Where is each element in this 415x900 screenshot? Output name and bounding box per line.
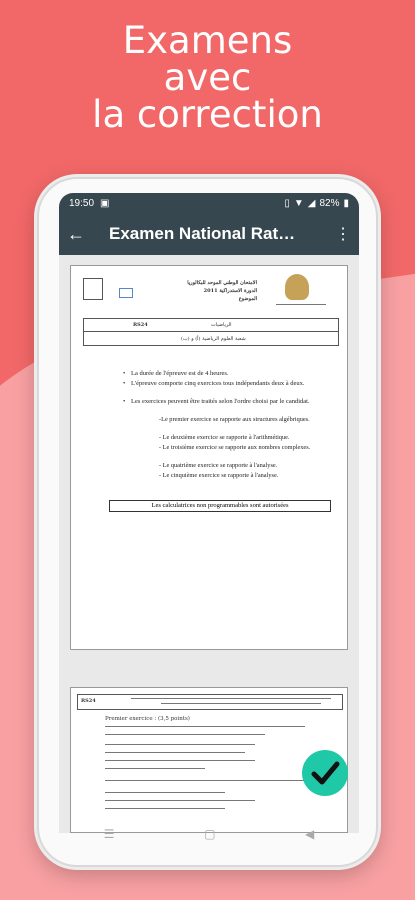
sub-item-2: - Le deuxième exercice se rapporte à l'arithmétique. [159,434,290,441]
sub-item-5: - Le cinquième exercice se rapporte à l'analyse. [159,472,279,479]
page2-header-line-2 [161,703,321,704]
branch-ar: شعبة العلوم الرياضية (أ) و (ب) [181,336,246,342]
headline-line-2: avec [163,56,252,99]
wifi-icon: ▼ [293,197,304,209]
app-title: Examen National Rat… [109,224,296,243]
page-stamp-box [83,278,103,300]
text-line [105,744,255,745]
bullet-3: • Les exercices peuvent être traités selon l'ordre choisi par le candidat. [131,398,331,405]
exam-code: RS24 [133,322,148,328]
page2-code: RS24 [81,698,96,704]
battery-icon: ▮ [343,197,349,209]
exercise-title: Premier exercice : (3,5 points) [105,716,190,722]
text-line [105,792,225,793]
envelope-icon [119,288,133,298]
bullet-1: • La durée de l'épreuve est de 4 heures. [131,370,229,377]
sub-item-4: - Le quatrième exercice se rapporte à l'analyse. [159,462,278,469]
signal-icon: ◢ [307,197,316,209]
correction-fab[interactable] [302,750,348,796]
more-vert-icon[interactable]: ⋮ [335,226,351,243]
morocco-emblem-icon [285,274,309,300]
pdf-viewer[interactable] [59,255,359,833]
phone-screen [59,193,359,833]
text-line [105,808,225,809]
page2-header-line [131,698,331,699]
sub-item-1: -Le premier exercice se rapporte aux structures algébriques. [159,416,310,423]
page2-header-box [77,694,343,710]
promo-headline [0,19,415,136]
text-line [105,752,245,753]
text-line [105,800,255,801]
text-line [105,780,305,781]
arrow-left-icon[interactable]: ← [67,223,85,244]
emblem-caption-line [276,304,326,305]
bullet-2: • L'épreuve comporte cinq exercices tous indépendants deux à deux. [131,380,331,387]
sub-item-3: - Le troisième exercice se rapporte aux nombres complexes. [159,444,311,451]
text-line [105,734,265,735]
status-bar [59,193,359,213]
back-icon[interactable]: ◀ [304,827,315,841]
checkmark-icon [310,758,340,788]
text-line [105,726,305,727]
home-icon[interactable]: ▢ [204,827,216,841]
system-nav-bar [59,819,359,849]
status-time: 19:50 [69,197,95,209]
exam-session-ar: الدورة الاستدراكية 2011 [203,288,257,294]
notification-icon: ▣ [100,197,110,209]
calculator-notice: Les calculatrices non programmables sont autorisées [109,500,331,512]
app-bar [59,213,359,255]
subject-ar: الرياضيات [211,322,232,328]
headline-line-1: Examens [122,19,293,62]
text-line [105,768,205,769]
headline-line-3: la correction [92,93,323,136]
exam-title-ar: الامتحان الوطني الموحد للبكالوريا [187,280,257,286]
battery-level: 82% [319,197,340,209]
text-line [105,760,255,761]
recent-apps-icon[interactable]: ☰ [103,827,115,841]
vibrate-icon: ▯ [284,197,290,209]
exam-subject-ar: الموضوع [238,296,257,302]
pdf-page-1 [70,265,348,650]
